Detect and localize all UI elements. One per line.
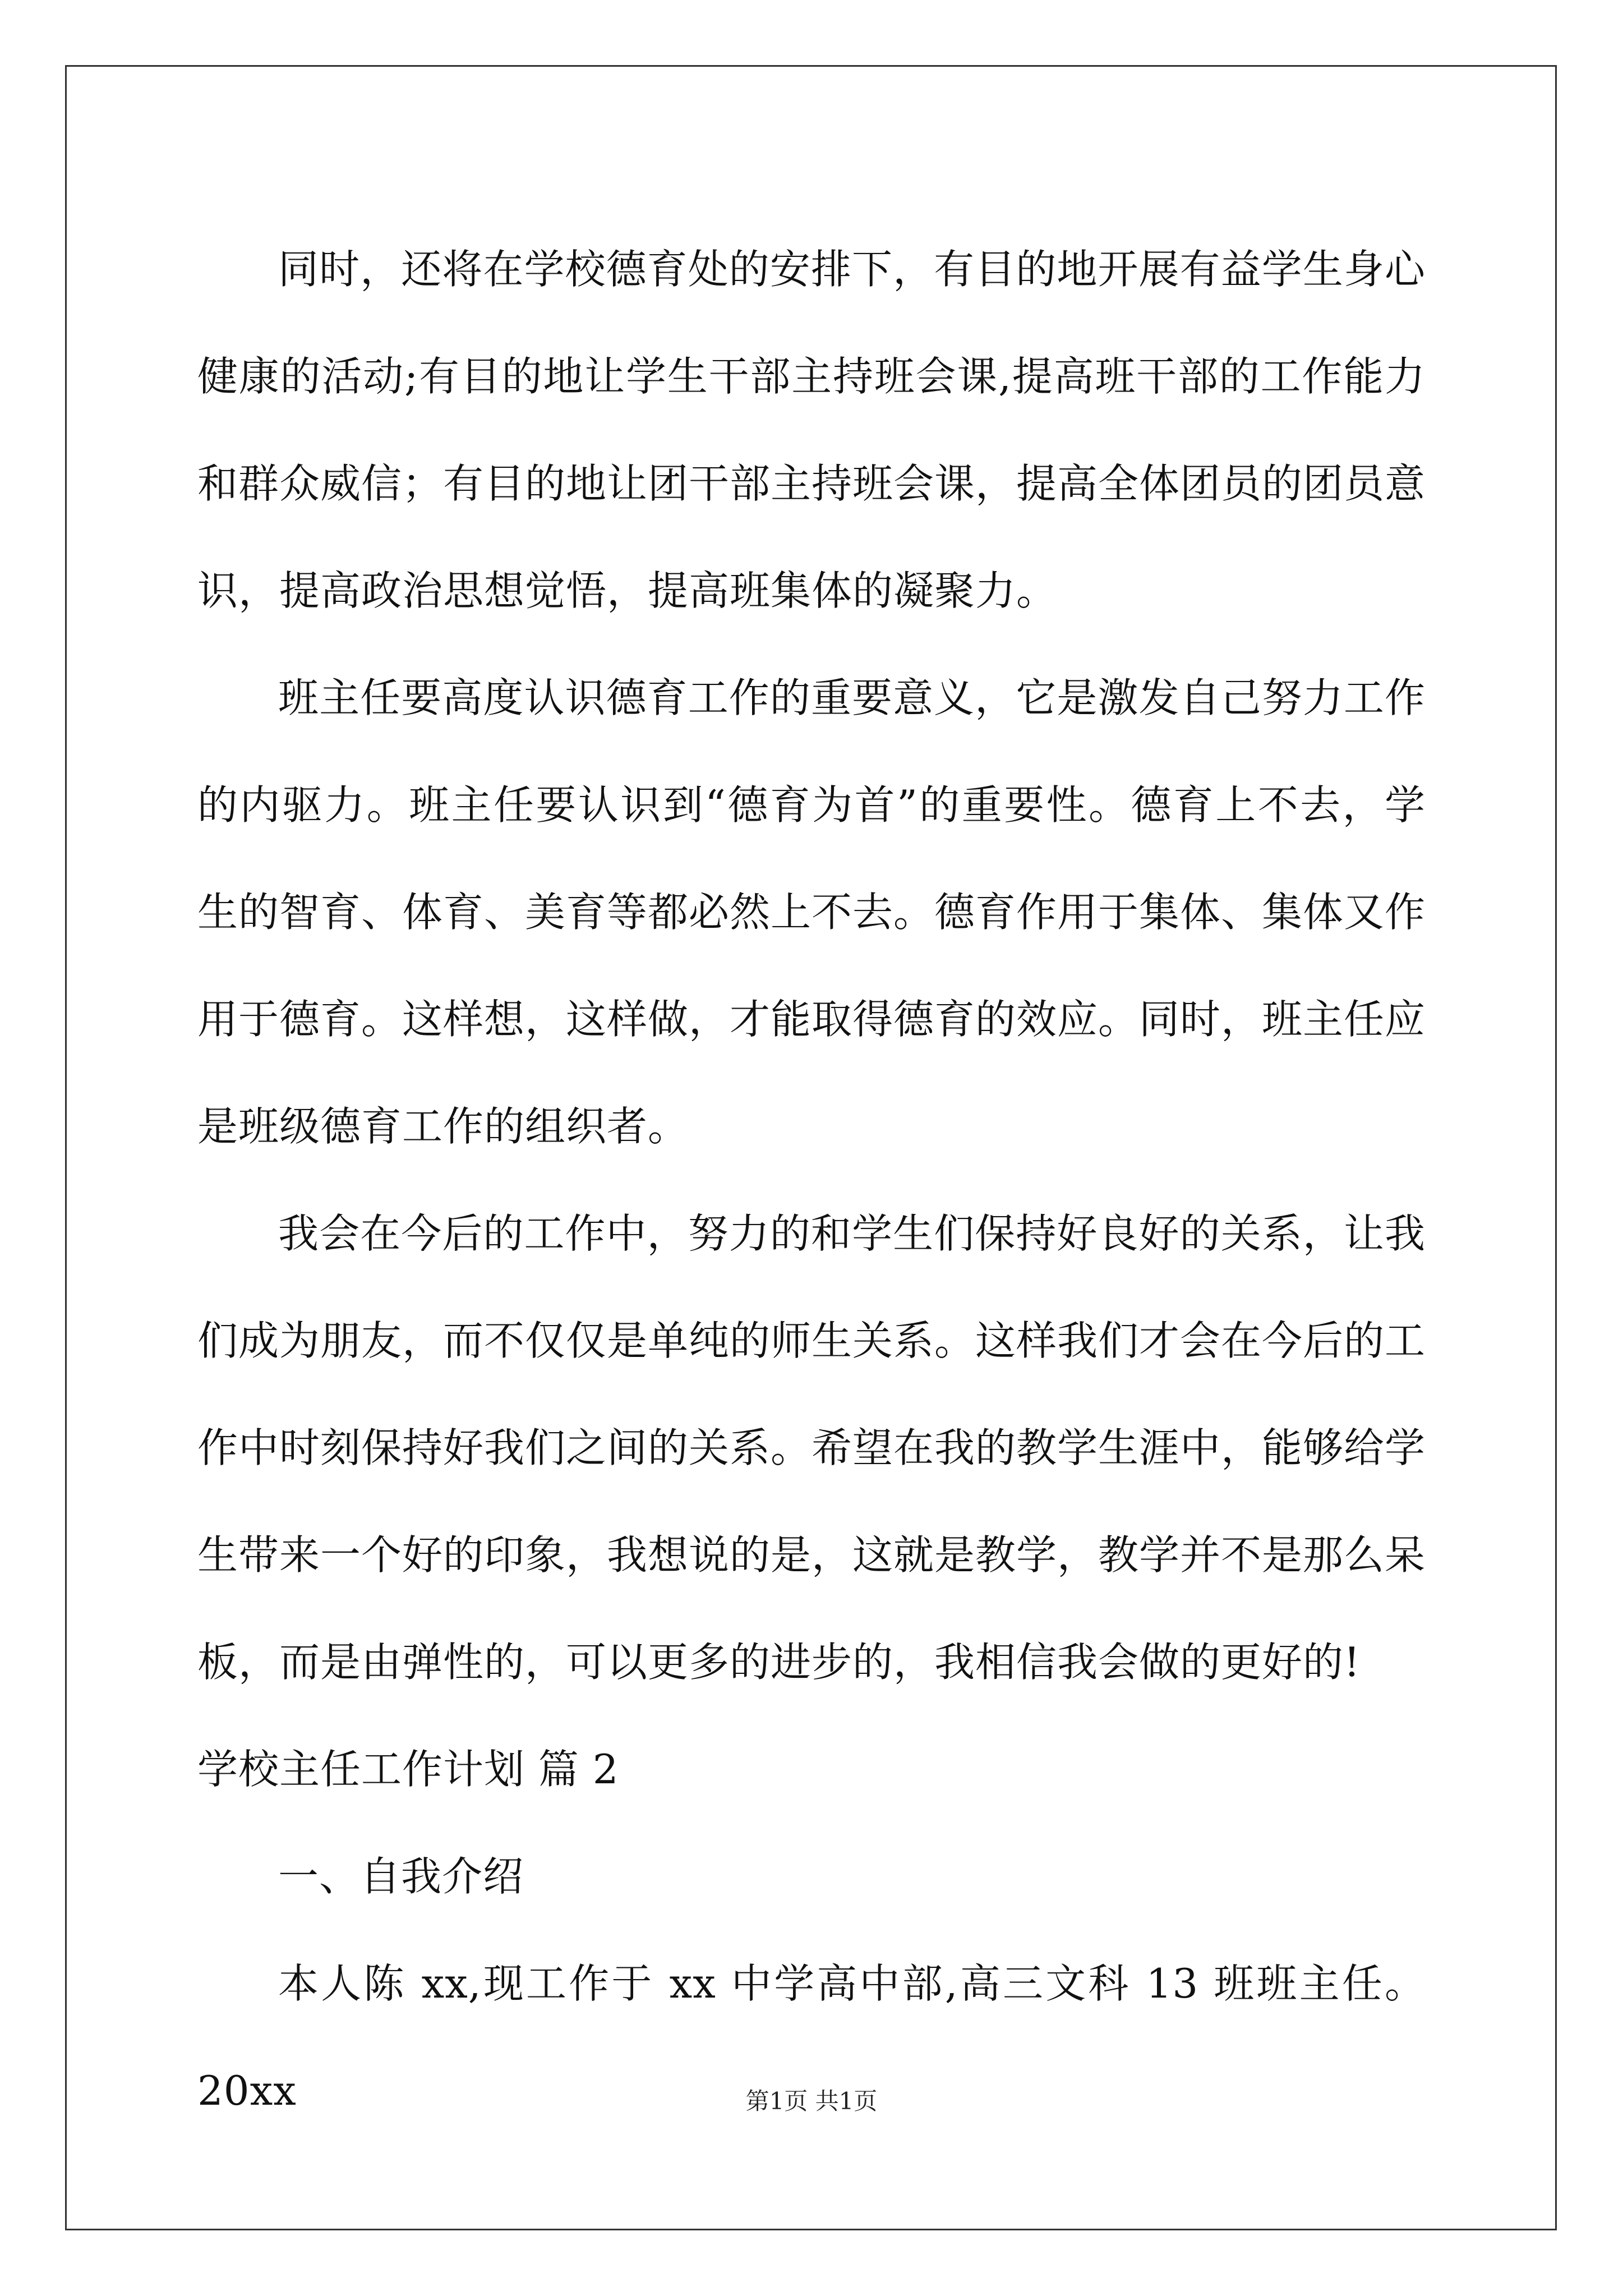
intro-paragraph: 本人陈 xx,现工作于 xx 中学高中部,高三文科 13 班班主任。20xx — [197, 1960, 1426, 2114]
paragraph-3: 我会在今后的工作中，努力的和学生们保持好良好的关系，让我们成为朋友，而不仅仅是单纯的师生关系。这样我们才会在今后的工作中时刻保持好我们之间的关系。希望在我的教学生涯中，能够给学生带来一个好的印象，我想说的是，这就是教学，教学并不是那么呆板，而是由弹性的，可以更多的进步的，我相信我会做的更好的! — [197, 1210, 1426, 1686]
section-heading: 学校主任工作计划 篇 2 — [197, 1746, 619, 1793]
paragraph-2: 班主任要高度认识德育工作的重要意义，它是激发自己努力工作的内驱力。班主任要认识到“德育为首”的重要性。德育上不去，学生的智育、体育、美育等都必然上不去。德育作用于集体、集体又作用于德育。这样想，这样做，才能取得德育的效应。同时，班主任应是班级德育工作的组织者。 — [197, 674, 1426, 1150]
subheading: 一、自我介绍 — [278, 1853, 524, 1900]
paragraph-1: 同时，还将在学校德育处的安排下，有目的地开展有益学生身心健康的活动;有目的地让学生干部主持班会课,提高班干部的工作能力和群众威信；有目的地让团干部主持班会课，提高全体团员的团员意识，提高政治思想觉悟，提高班集体的凝聚力。 — [197, 246, 1426, 614]
document-body — [197, 216, 1426, 2145]
page-footer: 第1页 共1页 — [745, 2087, 878, 2115]
